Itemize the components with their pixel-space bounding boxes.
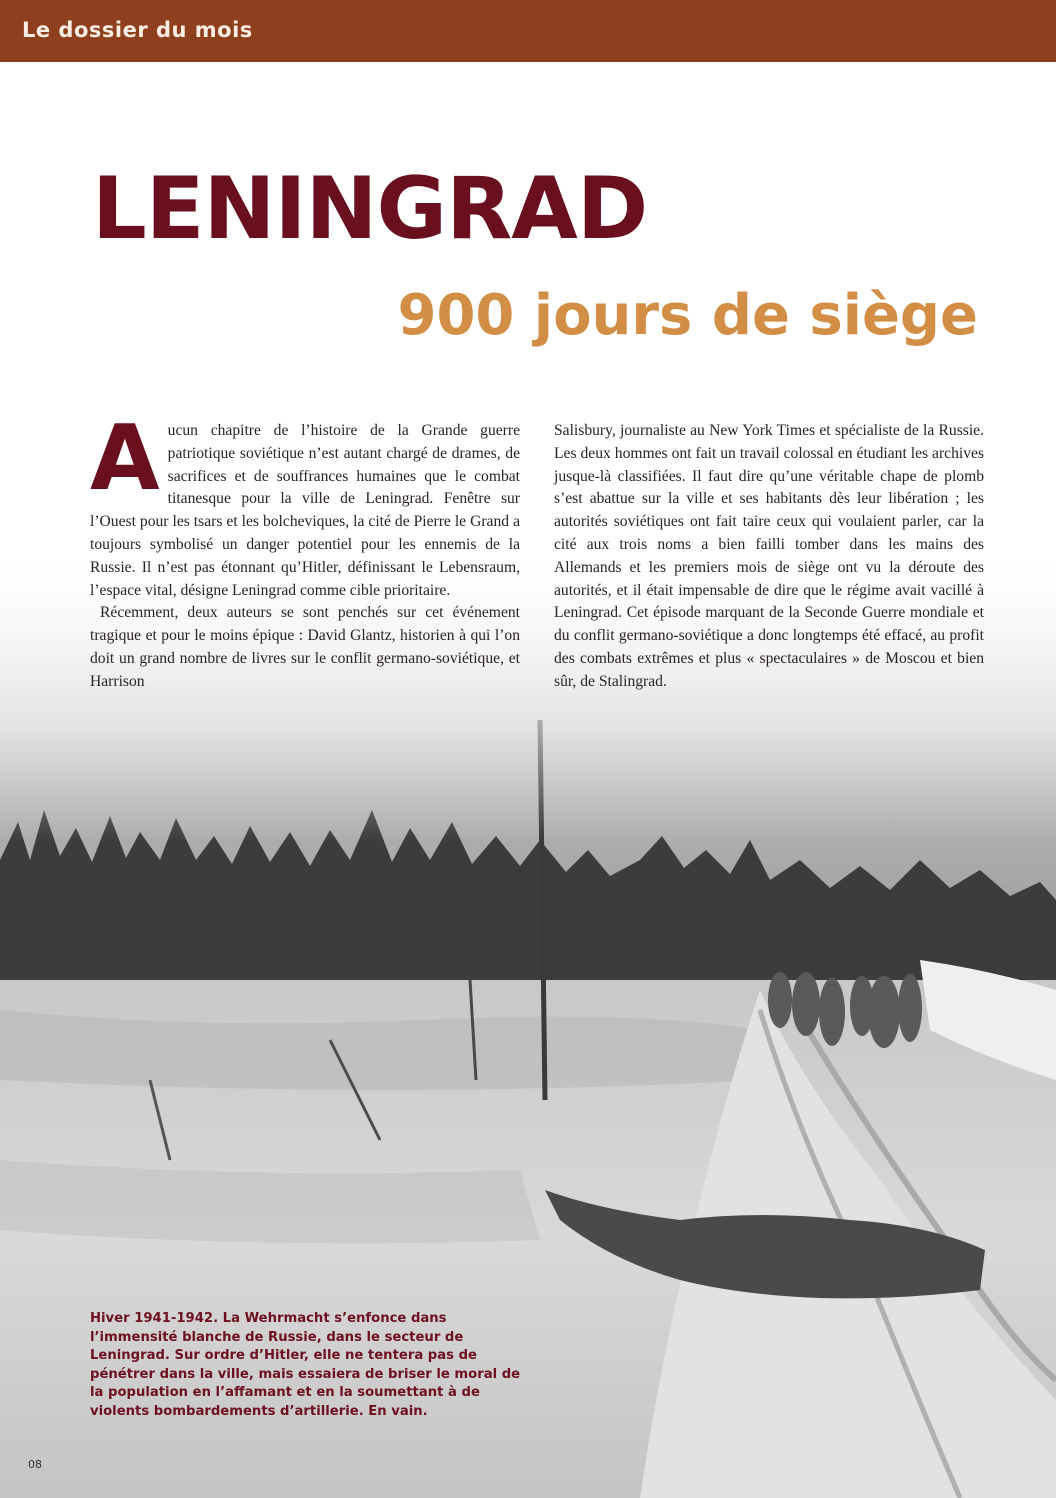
article-title: LENINGRAD [92, 159, 648, 259]
article-paragraph: Récemment, deux auteurs se sont penchés sur cet événement tragique et pour le moins épique : David Glantz, historien à qui l’on doit un grand nombre de livres sur le conflit germano-soviétique, et Harrison [90, 604, 520, 690]
section-label: Le dossier du mois [22, 18, 253, 42]
article-subtitle: 900 jours de siège [397, 283, 978, 348]
photo-caption: Hiver 1941-1942. La Wehrmacht s’enfonce dans l’immensité blanche de Russie, dans le secteur de Leningrad. Sur ordre d’Hitler, elle ne tentera pas de pénétrer dans la ville, mais essaiera de briser le moral de la population en l’affamant et en la soumettant à de violents bombardements d’artillerie. En vain. [90, 1311, 521, 1419]
article-column-left [90, 406, 520, 694]
drop-cap: A [90, 406, 160, 511]
section-header-band [0, 0, 1056, 62]
article-paragraph: Salisbury, journaliste au New York Times et spécialiste de la Russie. Les deux hommes ont fait un travail colossal en étudiant les archives jusque-là classifiées. Il faut dire qu’une véritable chape de plomb s’est abattue sur la ville et ses habitants dès leur libération ; les autorités soviétiques ont fait taire ceux qui voulaient parler, car la cité aux trois noms a bien failli tomber dans les mains des Allemands et les premiers mois de siège ont vu la déroute des autorités, et il était impensable de dire que le régime avait vacillé à Leningrad. Cet épisode marquant de la Seconde Guerre mondiale et du conflit germano-soviétique a donc longtemps été effacé, au profit des combats extrêmes et plus « spectaculaires » de Moscou et bien sûr, de Stalingrad. [554, 422, 984, 690]
paragraph-text: ucun chapitre de l’histoire de la Grande guerre patriotique soviétique n’est autant chargé de drames, de sacrifices et de souffrances humaines que le combat titanesque pour la ville de Leningrad. Fenêtre sur l’Ouest pour les tsars et les bolcheviques, la cité de Pierre le Grand a toujours symbolisé un danger potentiel pour les ennemis de la Russie. Il n’est pas étonnant qu’Hitler, définissant le Lebensraum, l’espace vital, désigne Leningrad comme cible prioritaire. [90, 422, 520, 599]
page-number: 08 [28, 1458, 42, 1471]
article-paragraph [90, 406, 520, 602]
article-column-right [554, 420, 984, 694]
